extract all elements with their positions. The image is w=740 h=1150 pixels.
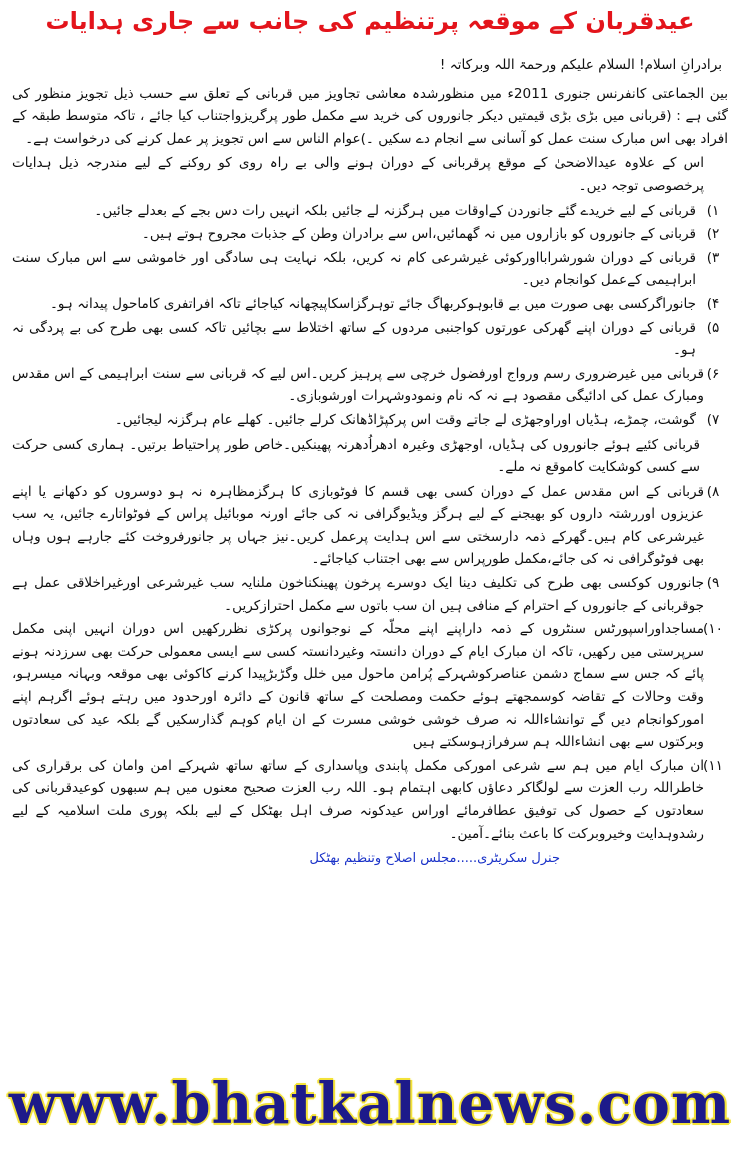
item-number: ۱۰) (703, 621, 723, 638)
list-item (12, 363, 728, 408)
website-watermark: www.bhatkalnews.com (8, 1071, 732, 1137)
item-text: قربانی کے اس مقدس عمل کے دوران کسی بھی قسم کا فوٹوبازی کا ہرگزمظاہرہ نہ ہو دوسروں کو دکھانے یا اپنے عزیزوں اوررشتہ داروں کو بھیجنے کے لیے ہرگز ویڈیوگرافی نہ کی جائے اورنہ موبائیل پراس کے فوٹواتارے جائیں، یہ سب غیرشرعی کام ہیں۔گھرکے ذمہ دارسختی سے اس ہدایت پرعمل کریں۔نیز جہاں پر جانورفروخت کئے جارہے ہوں وہاں بھی فوٹوگرافی نہ کی جائے،مکمل طورپراس سے بھی اجتناب کیاجائے۔ (12, 483, 704, 568)
item-number: ۱) (706, 202, 720, 219)
item-text: ان مبارک ایام میں ہم سے شرعی امورکی مکمل پابندی وپاسداری کے ساتھ ساتھ شہرکے امن وامان کی برقراری کی خاطراللہ رب العزت سے لولگاکر دعاؤں کابھی اہتمام ہو۔ اللہ رب العزت صحیح معنوں میں ہم سبھوں کوعیدقربانی کی سعادتوں کے حصول کی توفیق عطافرمائے اوراس عیدکونہ صرف اہل بھٹکل کے لیے بلکہ پوری ملت اسلامیہ کے لیے رشدوہدایت وخیروبرکت کا باعث بنائے۔آمین۔ (12, 757, 704, 842)
item-number: ۷) (706, 411, 720, 428)
instructions-list-1 (12, 200, 728, 432)
list-item (12, 223, 728, 246)
item-number: ۸) (706, 483, 720, 500)
list-item (12, 755, 728, 845)
item-text: قربانی کے جانوروں کو بازاروں میں نہ گھمائیں،اس سے برادران وطن کے جذبات مجروح ہوتے ہیں۔ (141, 226, 696, 243)
intro-paragraph: بین الجماعتی کانفرنس جنوری 2011ء میں منظورشدہ معاشی تجاویز میں قربانی کے تعلق سے حسب ذیل تجویز منظور کی گئی ہے : (قربانی میں بڑی بڑی قیمتیں دیکر جانوروں کی خرید سے مکمل طور پرگریزواجتناب کیا جائے ، تاکہ متوسط طبقہ کے افراد بھی اس مبارک سنت عمل کو آسانی سے انجام دے سکیں ۔)عوام الناس سے اس تجویز پر عمل کرنے کی درخواست ہے۔ (12, 85, 728, 147)
list-item (12, 200, 728, 223)
lead-paragraph: اس کے علاوہ عیدالاضحیٰ کے موقع پرقربانی کے دوران ہونے والی بے راہ روی کو روکنے کے لیے مندرجہ ذیل ہدایات پرخصوصی توجہ دیں۔ (12, 155, 704, 194)
list-item (12, 247, 728, 292)
item-text: گوشت، چمڑے، ہڈیاں اوراوجھڑی لے جاتے وقت اس پرکپڑاڈھانک کرلے جائیں۔ کھلے عام ہرگزنہ لیجائیں۔ (114, 411, 696, 428)
note-paragraph: قربانی کئیے ہوئے جانوروں کی ہڈیاں، اوجھڑی وغیرہ ادھراُدھرنہ پھینکیں۔خاص طور پراحتیاط برتیں۔ ہماری کسی حرکت سے کسی کوشکایت کاموقع نہ ملے۔ (12, 436, 700, 476)
list-item (12, 572, 728, 617)
greeting: برادرانِ اسلام! السلام علیکم ورحمۃ اللہ وبرکاتہ ! (439, 57, 722, 73)
item-text: قربانی میں غیرضروری رسم ورواج اورفضول خرچی سے پرہیز کریں۔اس لیے کہ قربانی سے سنت ابراہیمی کے اس مقدس ومبارک عمل کی ادائیگی مقصود ہے نہ کہ نام ونمودوشہرات اورشوبازی۔ (12, 365, 704, 405)
list-item (12, 409, 728, 432)
item-text: قربانی کے لیے خریدے گئے جانوردن کےاوقات میں ہرگزنہ لے جائیں بلکہ انہیں رات دس بجے کے بعدلے جائیں۔ (94, 202, 696, 219)
item-text: قربانی کے دوران اپنے گھرکی عورتوں کواجنبی مردوں کے ساتھ اختلاط سے بچائیں تاکہ کسی بھی طرح کی بے پردگی نہ ہو۔ (12, 319, 696, 359)
item-text: جانوروں کوکسی بھی طرح کی تکلیف دینا ایک دوسرے پرخون پھینکناخون ملنایہ سب غیرشرعی اورغیراخلاقی عمل ہے جوقربانی کے جانوروں کے احترام کے منافی ہیں ان سب باتوں سے مکمل احترازکریں۔ (12, 575, 704, 614)
list-item (12, 293, 728, 316)
list-item (12, 618, 728, 754)
instructions-list-2 (12, 481, 728, 846)
item-number: ۹) (706, 575, 720, 592)
item-number: ۶) (706, 365, 720, 382)
list-item (12, 317, 728, 362)
item-text: مساجداوراسپورٹس سنٹروں کے ذمہ داراپنے اپنے محلّہ کے نوجوانوں پرکڑی نظررکھیں اس دوران انہیں اپنی مکمل سرپرستی میں رکھیں، تاکہ ان مبارک ایام کے دوران دانستہ وغیردانستہ کسی سے ایسی معمولی حرکت بھی سرزدنہ ہونے پائے کہ جس سے سماج دشمن عناصرکوشہرکے پُرامن ماحول میں خلل وگڑبڑپیدا کرنے کاکوئی بھی موقعہ وبہانہ میسرہو، وقت وحالات کے تقاضہ کوسمجھتے ہوئے حکمت ومصلحت کے ساتھ قانون کے دائرہ اورحدود میں رہتے ہوئے اگرہم اپنے امورکوانجام دیں گے توانشاءاللہ نہ صرف خوشی خوشی مسرت کے ان ایام کوہم گذارسکیں گے بلکہ عید کی سعادتوں وبرکتوں سے بھی انشاءاللہ ہم سرفرازہوسکتے ہیں (12, 621, 704, 751)
item-text: جانوراگرکسی بھی صورت میں بے قابوہوکربھاگ جائے توہرگزاسکاپیچھانہ کیاجائے تاکہ افراتفری کاماحول پیدانہ ہو۔ (49, 295, 696, 312)
list-item (12, 481, 728, 571)
item-number: ۵) (706, 319, 720, 336)
item-number: ۴) (706, 295, 720, 312)
document-body (12, 38, 728, 845)
item-number: ۳) (706, 249, 720, 266)
item-number: ۲) (706, 226, 720, 243)
item-number: ۱۱) (703, 757, 723, 774)
item-text: قربانی کے دوران شورشرابااورکوئی غیرشرعی کام نہ کریں، بلکہ نہایت ہی سادگی اور خاموشی سے اس مبارک سنت ابراہیمی کےعمل کوانجام دیں۔ (12, 249, 696, 289)
signature: جنرل سکریٹری.....مجلس اصلاح وتنظیم بھٹکل (309, 851, 560, 867)
page-title: عیدقربان کے موقعہ پرتنظیم کی جانب سے جاری ہدایات (45, 7, 695, 35)
